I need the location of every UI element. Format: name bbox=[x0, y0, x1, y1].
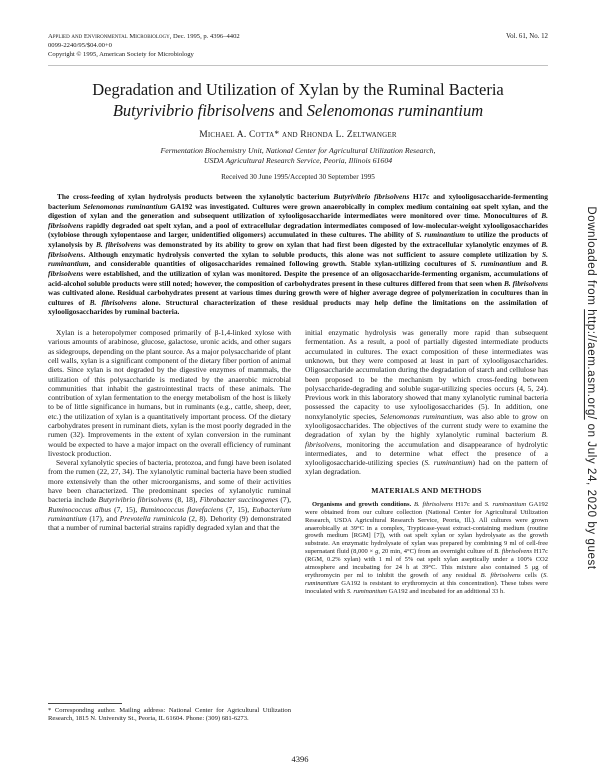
right-column bbox=[305, 328, 548, 724]
article-title-line1: Degradation and Utilization of Xylan by the Ruminal Bacteria bbox=[92, 79, 504, 99]
volume-info: Vol. 61, No. 12 bbox=[506, 33, 548, 40]
download-banner-post: on July 24, 2020 by guest bbox=[585, 419, 597, 570]
left-column bbox=[48, 328, 291, 724]
abstract: The cross-feeding of xylan hydrolysis products between the xylanolytic bacterium Butyrivibrio fibrisolvens H17c and xylooligosaccharide-fermenting bacterium Selenomonas ruminantium GA192 was investigated. Cultures were grown anaerobically in complex medium containing oat spelt xylan, and the digestion of xylan and the generation and subsequent utilization of xylooligosaccharide intermediates were monitored over time. Monocultures of B. fibrisolvens rapidly degraded oat spelt xylan, and a pool of extracellular degradation intermediates composed of low-molecular-weight xylooligosaccharides (xylobiose through xylopentaose and larger, unidentified oligomers) accumulated in these cultures. The ability of S. ruminantium to utilize the products of xylanolysis by B. fibrisolvens was demonstrated by its ability to grow on xylan that had first been digested by the extracellular xylanolytic enzymes of B. fibrisolvens. Although enzymatic hydrolysis converted the xylan to soluble products, this alone was not sufficient to assure complete utilization by S. ruminantium, and considerable quantities of oligosaccharides remained following growth. Stable xylan-utilizing cocultures of S. ruminantium and B. fibrisolvens were established, and the utilization of xylan was monitored. Despite the presence of an oligosaccharide-fermenting organism, accumulations of acid-alcohol soluble products were still noted; however, the composition of carbohydrates present in these cultures differed from that seen when B. fibrisolvens was cultivated alone. Residual carbohydrates present at various times during growth were of higher average degree of polymerization in cocultures than in cultures of B. fibrisolvens alone. Structural characterization of these residual products may help define the limitations on the assimilation of xylooligosaccharides by ruminal bacteria. bbox=[48, 191, 549, 317]
section-heading-materials-and-methods: MATERIALS AND METHODS bbox=[371, 485, 482, 495]
affiliation bbox=[48, 146, 548, 167]
page-number: 4396 bbox=[291, 754, 309, 764]
affiliation-line1: Fermentation Biochemistry Unit, National Center for Agricultural Utilization Research, bbox=[160, 145, 436, 155]
received-dates: Received 30 June 1995/Accepted 30 September 1995 bbox=[221, 172, 375, 181]
footnote-block bbox=[48, 697, 291, 724]
body-paragraph: initial enzymatic hydrolysis was generally more rapid than subsequent fermentation. As a result, a pool of partially digested intermediate products accumulated in cultures. The exact composition of these intermediates was unknown, but they were composed at least in part of xylooligosaccharides. Oligosaccharide accumulation during the degradation of starch and cellulose has been proposed to be the mechanism by which cross-feeding between polysaccharide-degrading and soluble sugar-utilizing species occurs (4, 5, 24). Previous work in this laboratory showed that many xylanolytic ruminal bacteria possessed the capacity to use xylooligosaccharides (5). In addition, one nonxylanolytic species, Selenomonas ruminantium, was also able to grow on xylooligosaccharides. The objectives of the current study were to examine the degradation of xylan by the highly xylanolytic ruminal bacterium B. fibrisolvens, monitoring the accumulation and disappearance of hydrolytic intermediates, and to determine what effect the presence of a xylooligosaccharide-utilizing species (S. ruminantium) had on the pattern of xylan degradation. bbox=[305, 328, 548, 477]
authors: Michael A. Cotta* and Rhonda L. Zeltwanger bbox=[199, 129, 397, 140]
masthead bbox=[48, 32, 548, 66]
body-paragraph: Xylan is a heteropolymer composed primarily of β-1,4-linked xylose with various amounts of arabinose, glucose, galactose, uronic acids, and other sugars as sidegroups, depending on the plant source. As a major polysaccharide of plant cell walls, xylan is a significant component of the dietary fiber portion of animal diets. Since xylan is not degraded by the digestive enzymes of mammals, the utilization of this polysaccharide is mediated by the anaerobic microbial communities that inhabit the gastrointestinal tracts of these animals. The contribution of xylan fermentation to the energy metabolism of the host is likely to be of little significance in humans, but in ruminants (e.g., cattle, sheep, deer, etc.) the utilization of xylan is a quantitatively important process. Of the dietary carbohydrates present in ruminant diets, xylan is the most poorly degraded in the rumen (32). Improvements in the extent of xylan conversion in the ruminant would be expected to have a major impact on the overall efficiency of ruminant livestock production. bbox=[48, 328, 291, 458]
copyright-line: Copyright © 1995, American Society for Microbiology bbox=[48, 51, 194, 59]
methods-paragraph: Organisms and growth conditions. B. fibrisolvens H17c and S. ruminantium GA192 were obtained from our culture collection (National Center for Agricultural Utilization Research, USDA Agricultural Research Service, Peoria, Ill.). All cultures were grown anaerobically at 39°C in a complex, Trypticase-yeast extract-containing medium (routine growth medium [RGM] [7]), with oat spelt xylan or xylan hydrolysate as the growth substrate. An enzymatic hydrolysate of xylan was prepared by combining 9 ml of cell-free supernatant fluid (8,000 × g, 20 min, 4°C) from an overnight culture of B. fibrisolvens H17c (RGM, 0.2% xylan) with 1 ml of 5% oat spelt xylan aseptically under a 100% CO2 atmosphere and incubating for 24 h at 39°C. This mixture also contained 5 μg of erythromycin per ml to inhibit the growth of any residual B. fibrisolvens cells (S. ruminantium GA192 is resistant to erythromycin at this concentration). These tubes were inoculated with S. ruminantium GA192 and incubated for an additional 33 h. bbox=[305, 500, 548, 595]
affiliation-line2: USDA Agricultural Research Service, Peoria, Illinois 61604 bbox=[203, 156, 393, 166]
journal-name: Applied and Environmental Microbiology bbox=[48, 33, 170, 40]
body-columns bbox=[48, 328, 548, 724]
masthead-left bbox=[48, 32, 240, 60]
aem-url-link[interactable]: http://aem.asm.org/ bbox=[585, 309, 597, 420]
issn-line: 0099-2240/95/$04.00+0 bbox=[48, 42, 112, 50]
footnote-rule bbox=[48, 703, 122, 704]
download-banner bbox=[585, 206, 597, 569]
journal-line bbox=[48, 32, 240, 41]
issue-info: , Dec. 1995, p. 4396–4402 bbox=[169, 33, 240, 40]
article-title-line2: Butyrivibrio fibrisolvens and Selenomonas ruminantium bbox=[112, 100, 484, 120]
corresponding-author-footnote: * Corresponding author. Mailing address: National Center for Agricultural Utilization Research, 1815 N. University St., Peoria, IL 61604. Phone: (309) 681-6273. bbox=[48, 706, 291, 723]
article-title bbox=[48, 79, 548, 121]
download-banner-pre: Downloaded from bbox=[585, 206, 597, 310]
body-paragraph: Several xylanolytic species of bacteria, protozoa, and fungi have been isolated from the rumen (22, 27, 34). The xylanolytic ruminal bacteria have been studied more extensively than the other microorganisms, and some of their activities have been characterized. The predominant species of xylanolytic ruminal bacteria include Butyrivibrio fibrisolvens (8, 18), Fibrobacter succinogenes (7), Ruminococcus albus (7, 15), Ruminococcus flavefaciens (7, 15), Eubacterium ruminantium (17), and Prevotella ruminicola (2, 8). Dehority (9) demonstrated that a number of ruminal bacterial strains rapidly degraded xylan and that the bbox=[48, 458, 292, 533]
